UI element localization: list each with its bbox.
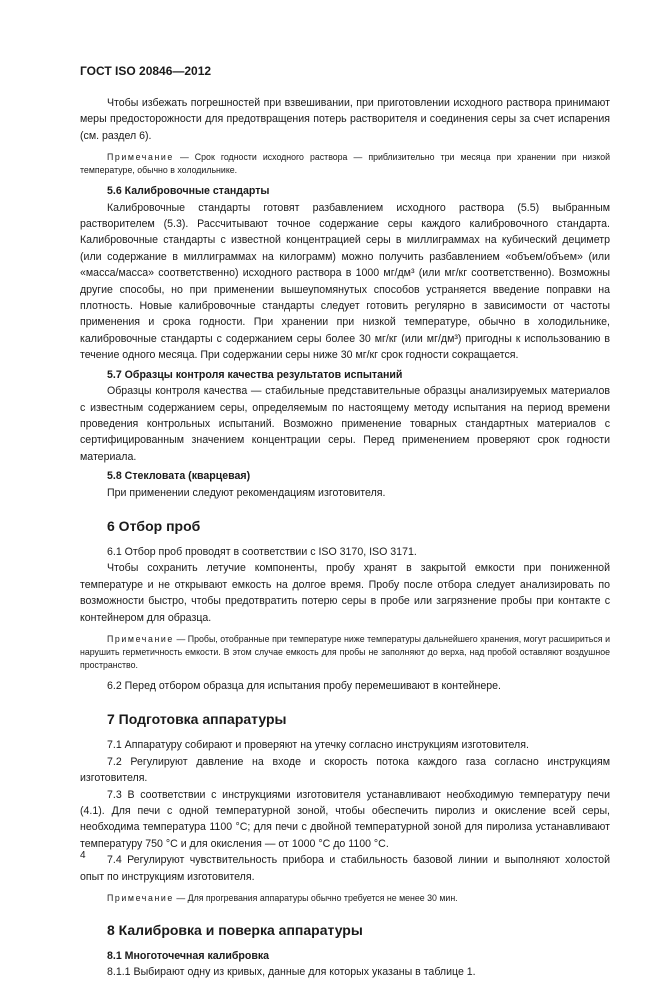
note-sample-expansion [80,633,610,672]
note-warmup [80,892,610,905]
paragraph-5-6: Калибровочные стандарты готовят разбавлением исходного раствора (5.5) выбранным растворителем (5.3). Рассчитывают точное содержание серы каждого калибровочного стандарта. Калибровочные стандарты с известной концентрацией серы в миллиграммах на кубический дециметр (или содержание в миллиграммах на килограмм) можно получить разбавлением «объем/объем» (или «масса/масса» соответственно) исходного раствора в 1000 мг/дм³ (или мг/кг соответственно). Возможны другие способы, но при применении вышеупомянутых способов устраняется введение поправки на плотность. Новые калибровочные стандарты следует готовить регулярно в зависимости от частоты применения и срока годности. При хранении при низкой температуре, обычно в холодильнике, калибровочные стандарты с содержанием серы более 30 мг/кг (или мг/дм³) пригодны к использованию в течение одного месяца. При содержании серы ниже 30 мг/кг срок годности сокращается. [80,201,610,362]
document-header: ГОСТ ISO 20846—2012 [80,64,212,78]
note-text: — Срок годности исходного раствора — приблизительно три месяца при хранении при низкой температуре, обычно в холодильнике. [80,152,610,176]
paragraph-7-1: 7.1 Аппаратуру собирают и проверяют на утечку согласно инструкциям изготовителя. [107,739,529,752]
note-label: Примечание [107,633,174,644]
note-text: — Для прогревания аппаратуры обычно требуется не менее 30 мин. [173,893,458,904]
paragraph-8-1-1: 8.1.1 Выбирают одну из кривых, данные для которых указаны в таблице 1. [107,966,476,979]
paragraph-6-1-storage: Чтобы сохранить летучие компоненты, пробу хранят в закрытой емкости при пониженной температуре и не открывают емкость на долгое время. Пробу после отбора следует анализировать по возможности быстро, чтобы предотвратить потерю серы в пробе или загрязнение пробы при контакте с контейнером для образца. [80,562,610,624]
paragraph-7-4: 7.4 Регулируют чувствительность прибора и стабильность базовой линии и выполняют холостой опыт по инструкциям изготовителя. [80,854,610,883]
section-5-8-heading: 5.8 Стекловата (кварцевая) [107,470,251,483]
paragraph-5-8: При применении следуют рекомендациям изготовителя. [107,486,386,499]
section-8-heading: 8 Калибровка и поверка аппаратуры [107,922,363,939]
paragraph-5-7: Образцы контроля качества — стабильные представительные образцы анализируемых материалов с известным содержанием серы, определяемым по настоящему методу испытания на период времени проведения контрольных испытаний. Возможно применение товарных стандартных материалов с сертифицированным значением концентрации серы. Перед применением проверяют срок годности материала. [80,385,610,463]
section-8-1-heading: 8.1 Многоточечная калибровка [107,950,270,963]
section-5-6-heading: 5.6 Калибровочные стандарты [107,185,270,198]
section-6-heading: 6 Отбор проб [107,517,201,534]
section-5-7-heading: 5.7 Образцы контроля качества результатов испытаний [107,368,403,381]
note-label: Примечание [107,152,174,163]
note-shelf-life [80,151,610,177]
note-text: — Пробы, отобранные при температуре ниже температуры дальнейшего хранения, могут расшириться и нарушить герметичность емкости. В этом случае емкость для пробы не заполняют до верха, над пробой оставляют воздушное пространство. [80,633,610,670]
paragraph-6-1: 6.1 Отбор проб проводят в соответствии с ISO 3170, ISO 3171. [107,545,417,558]
paragraph-7-3: 7.3 В соответствии с инструкциями изготовителя устанавливают необходимую температуру печи (4.1). Для печи с одной температурной зоной, чтобы обеспечить пиролиз и окисление всей серы, необходима температура 1100 °С; для печи с двойной температурной зоной для пиролиза устанавливают температуру 750 °С и для окисления — от 1000 °С до 1100 °С. [80,788,610,850]
document-body [80,95,610,981]
paragraph-7-2: 7.2 Регулируют давление на входе и скорость потока каждого газа согласно инструкциям изготовителя. [80,755,610,785]
note-label: Примечание [107,893,174,904]
paragraph-6-2: 6.2 Перед отбором образца для испытания пробу перемешивают в контейнере. [107,679,501,692]
section-7-heading: 7 Подготовка аппаратуры [107,711,287,728]
page-number: 4 [80,850,86,861]
paragraph-solution-precautions: Чтобы избежать погрешностей при взвешивании, при приготовлении исходного раствора принимают меры предосторожности для предотвращения потерь растворителя и соединения серы за счет испарения (см. раздел 6). [80,97,610,142]
